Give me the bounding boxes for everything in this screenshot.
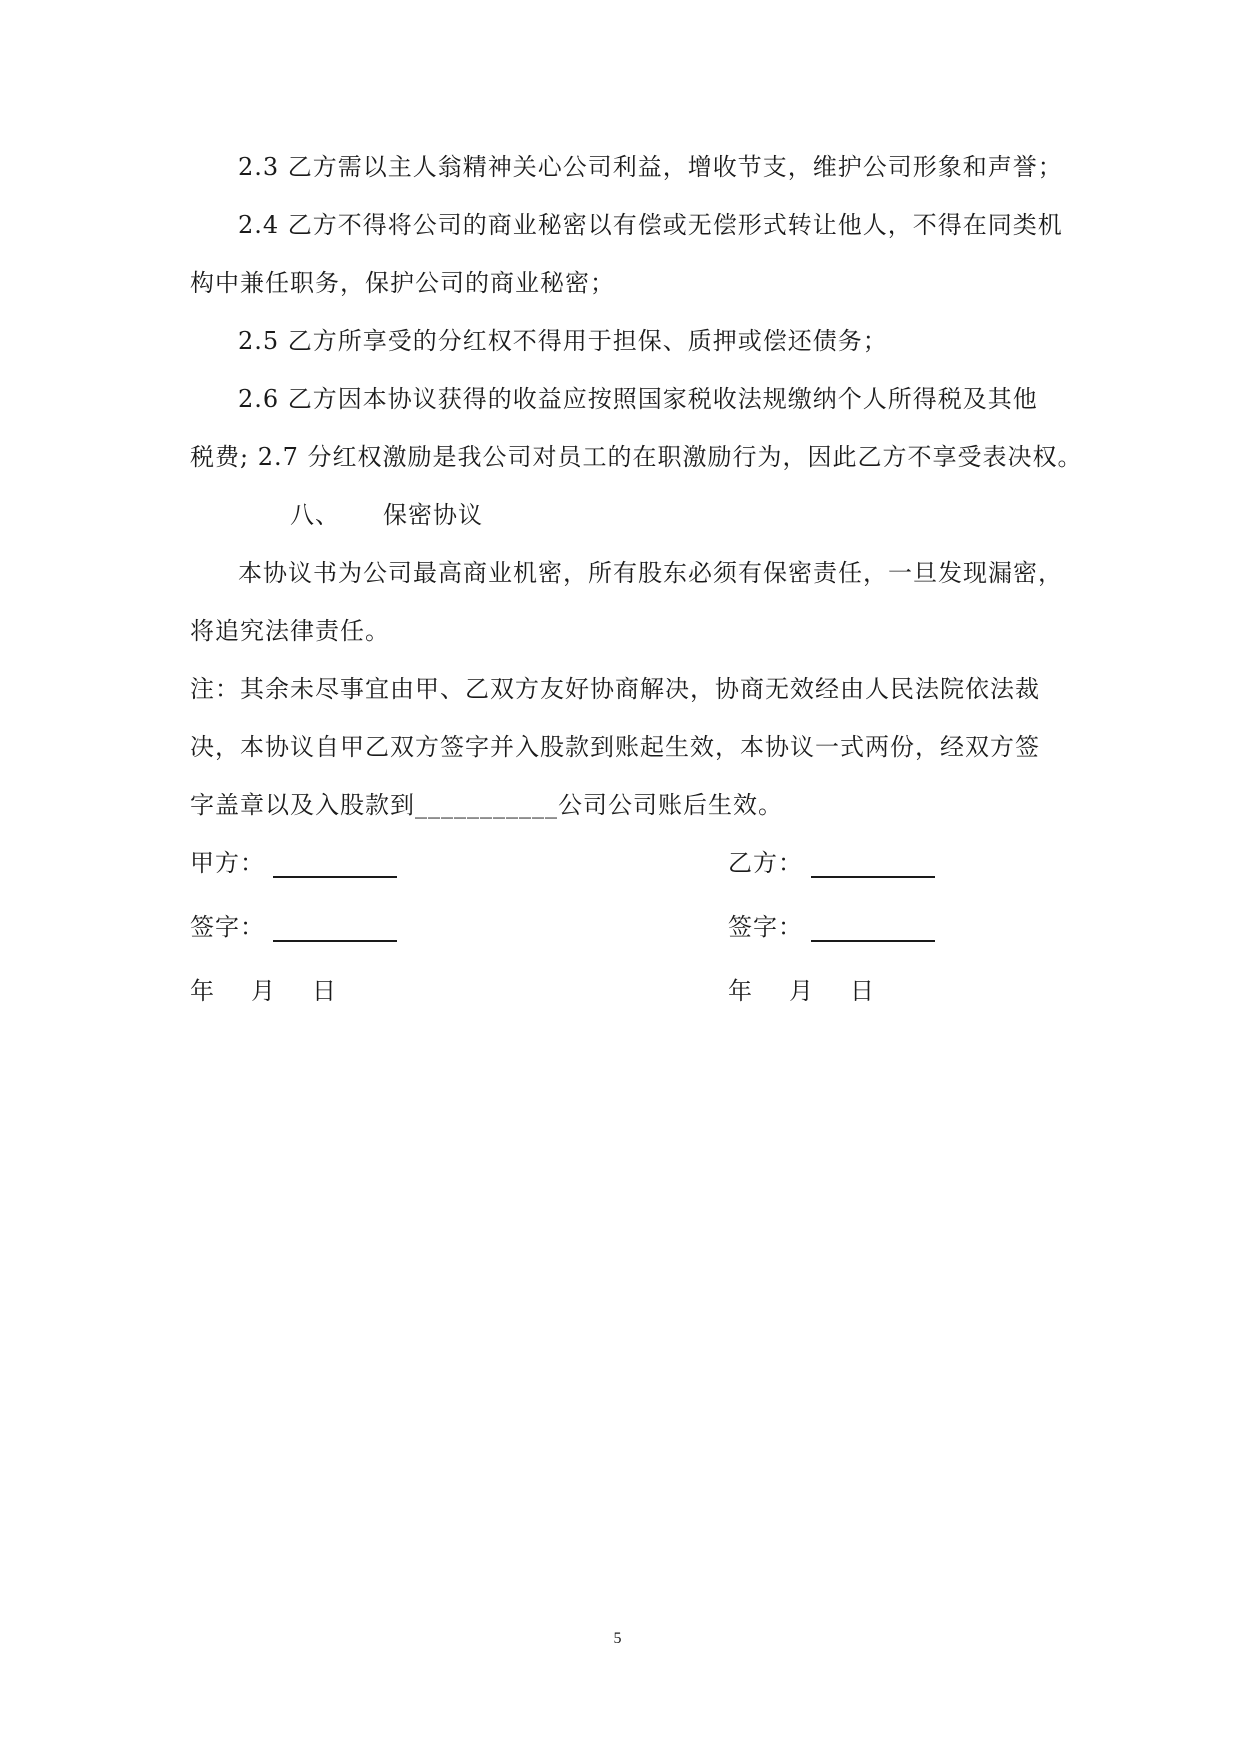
section-8-title: 保密协议: [383, 501, 483, 529]
sign-a-blank: [273, 918, 397, 942]
note-line-2: 决，本协议自甲乙双方签字并入股款到账起生效，本协议一式两份，经双方签: [190, 733, 1040, 761]
party-b-blank: [811, 854, 935, 878]
sign-b-blank: [811, 918, 935, 942]
page-number: 5: [613, 1630, 622, 1647]
date-b-month: 月: [789, 977, 814, 1005]
clause-2-5: 2.5 乙方所享受的分红权不得用于担保、质押或偿还债务；: [238, 327, 888, 355]
clause-2-4-line-2: 构中兼任职务，保护公司的商业秘密；: [190, 269, 615, 297]
clause-2-3: 2.3 乙方需以主人翁精神关心公司利益，增收节支，维护公司形象和声誉；: [238, 153, 1063, 181]
note-line-3: 字盖章以及入股款到___________公司公司账后生效。: [190, 791, 783, 819]
sign-a-row: [190, 912, 397, 942]
sign-a-label: 签字：: [190, 913, 265, 941]
party-a-label: 甲方：: [190, 849, 265, 877]
clause-2-4-line-1: 2.4 乙方不得将公司的商业秘密以有偿或无偿形式转让他人，不得在同类机: [238, 211, 1063, 239]
sign-b-label: 签字：: [728, 913, 803, 941]
clause-2-6-line-2: 税费; 2.7 分红权激励是我公司对员工的在职激励行为，因此乙方不享受表决权。: [190, 443, 1083, 471]
note-line-1: 注：其余未尽事宜由甲、乙双方友好协商解决，协商无效经由人民法院依法裁: [190, 675, 1040, 703]
party-b-row: [728, 848, 935, 878]
section-8-body-line-1: 本协议书为公司最高商业机密，所有股东必须有保密责任，一旦发现漏密，: [238, 559, 1063, 587]
date-a-day: 日: [312, 977, 337, 1005]
date-b-row: [728, 976, 875, 1006]
party-a-row: [190, 848, 397, 878]
date-b-day: 日: [850, 977, 875, 1005]
party-a-blank: [273, 854, 397, 878]
date-b-year: 年: [728, 977, 753, 1005]
section-8-number: 八、: [290, 501, 340, 529]
sign-b-row: [728, 912, 935, 942]
date-a-year: 年: [190, 977, 215, 1005]
clause-2-6-line-1: 2.6 乙方因本协议获得的收益应按照国家税收法规缴纳个人所得税及其他: [238, 385, 1038, 413]
date-a-row: [190, 976, 337, 1006]
party-b-label: 乙方：: [728, 849, 803, 877]
date-a-month: 月: [251, 977, 276, 1005]
section-8-body-line-2: 将追究法律责任。: [190, 617, 390, 645]
